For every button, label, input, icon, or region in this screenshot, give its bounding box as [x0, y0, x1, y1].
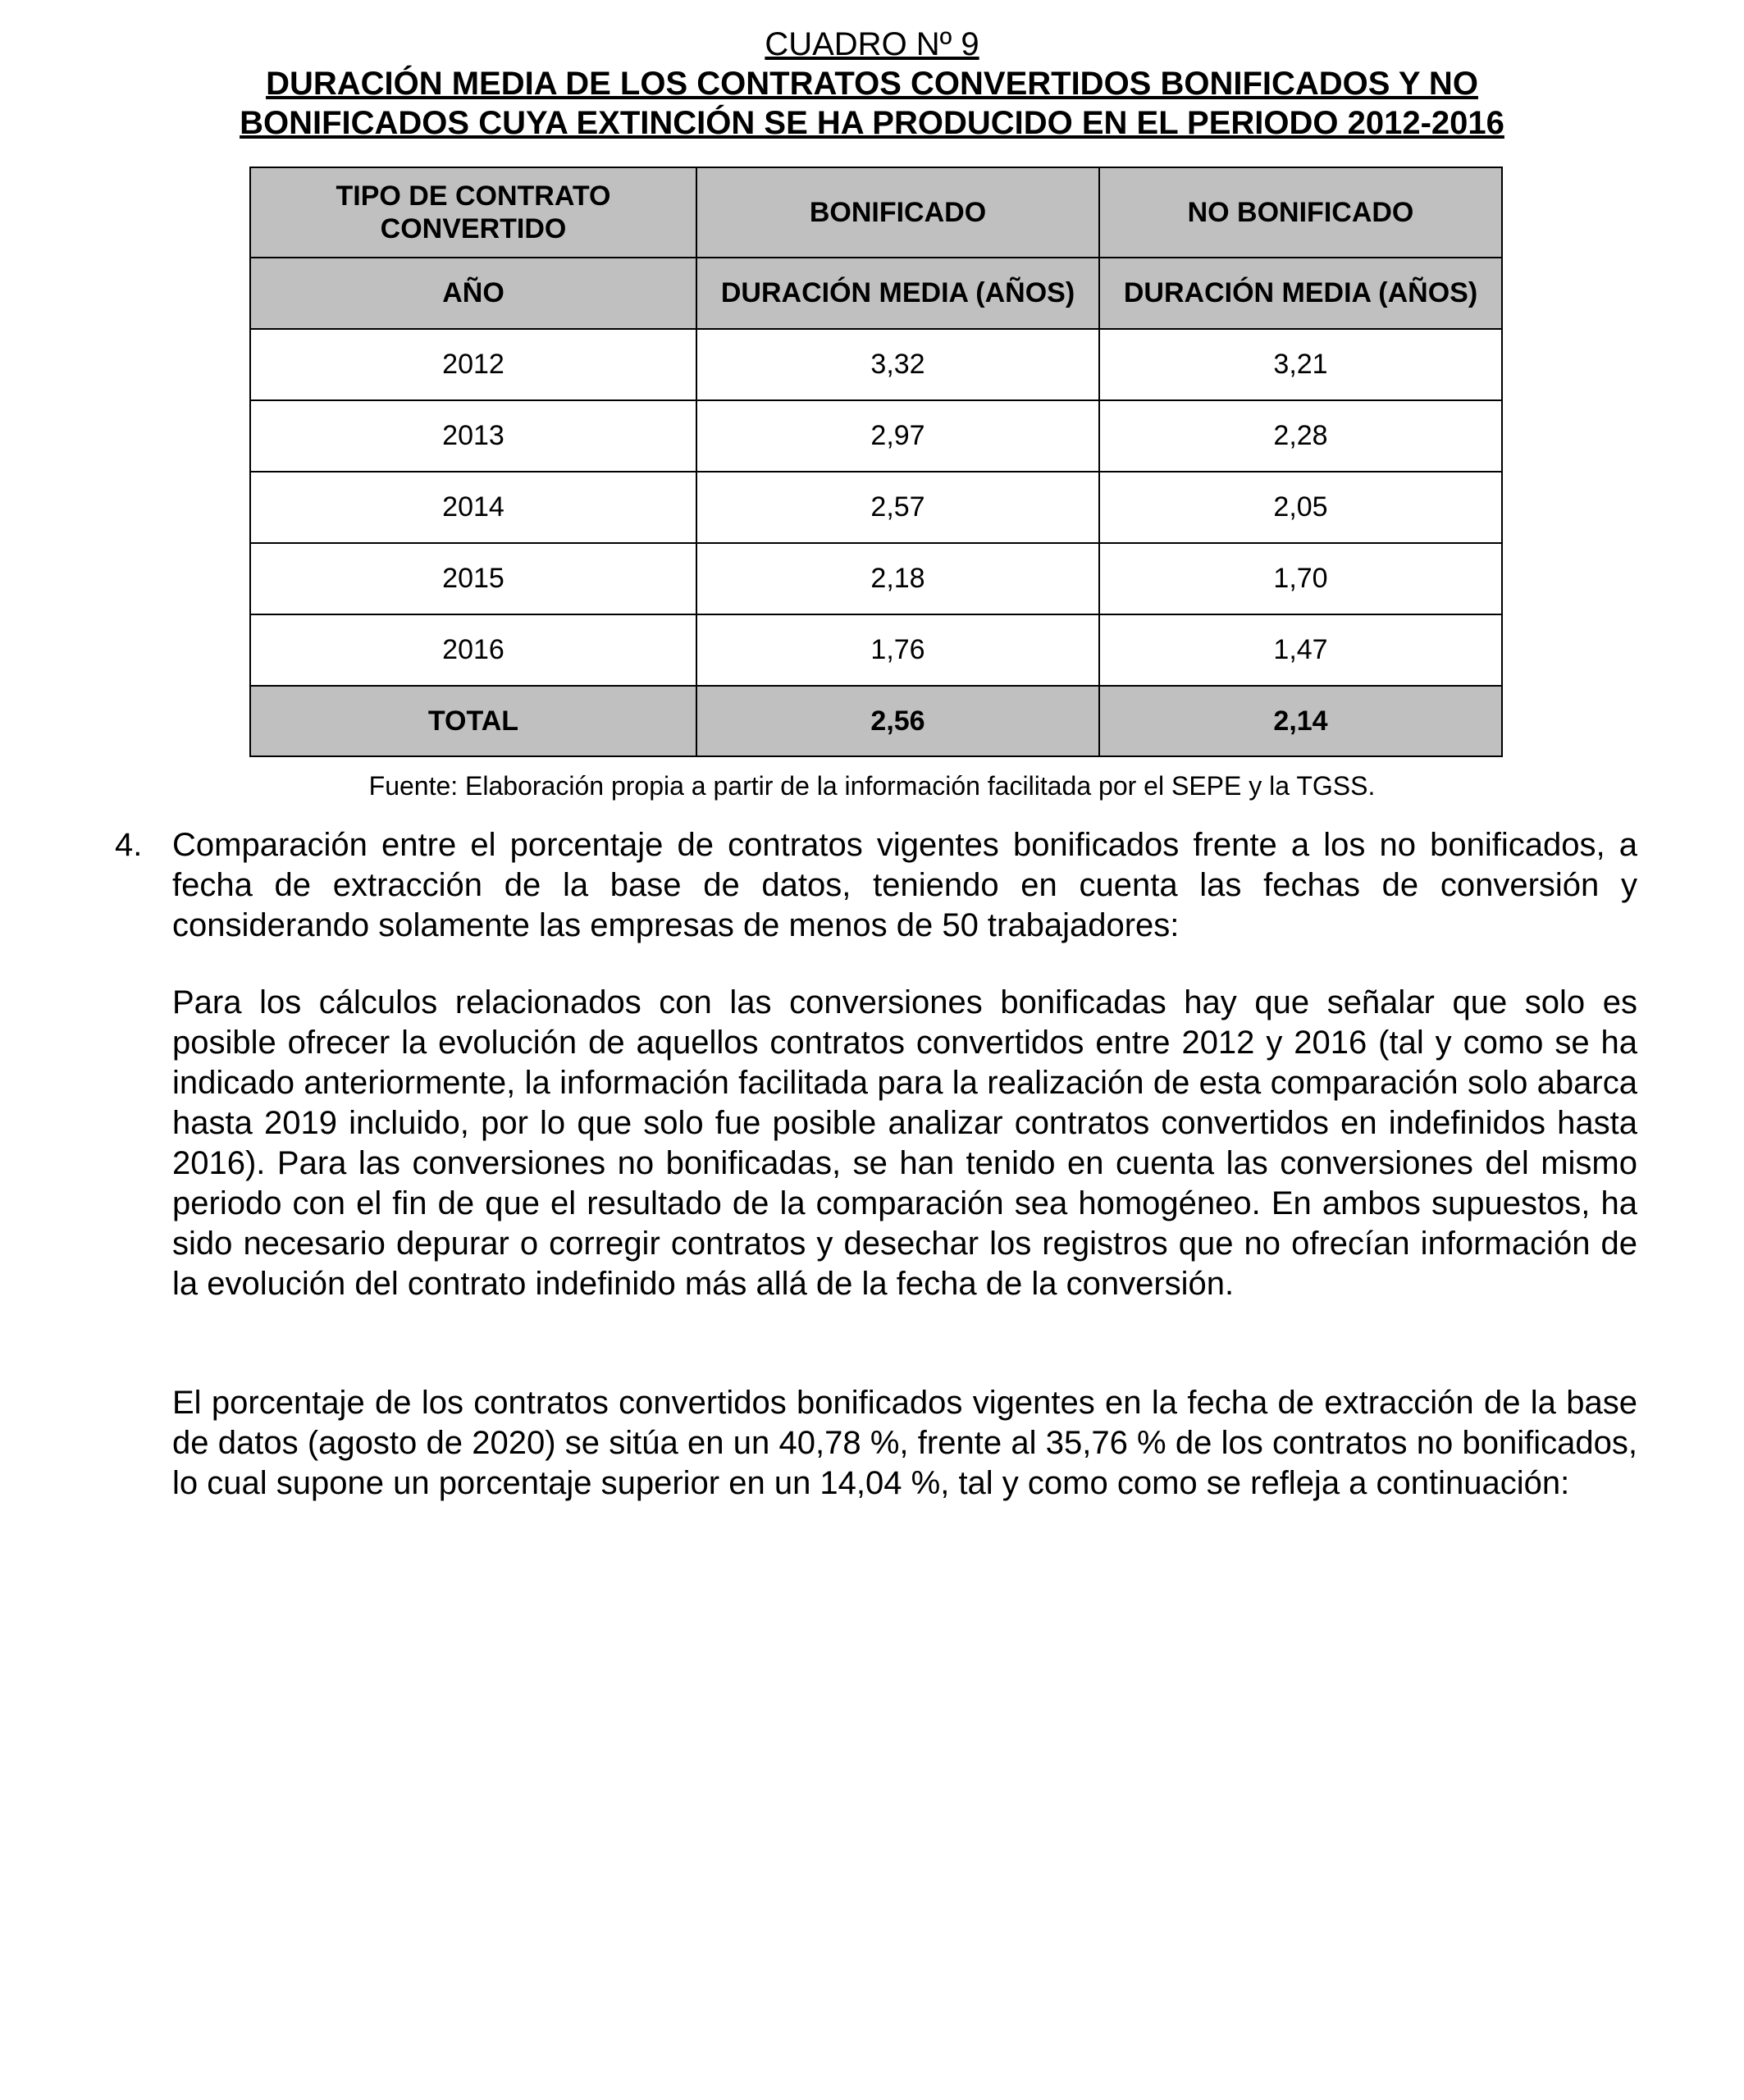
table-source-note: Fuente: Elaboración propia a partir de la información facilitada por el SEPE y la TGSS. [368, 771, 1376, 801]
no-bonificado-cell: 3,21 [1099, 329, 1502, 400]
year-cell: 2016 [250, 614, 696, 686]
table-row [250, 329, 1502, 400]
header-contract-type: TIPO DE CONTRATO CONVERTIDO [250, 167, 696, 258]
body-paragraph: Para los cálculos relacionados con las conversiones bonificadas hay que señalar que solo es posible ofrecer la evolución de aquellos contratos convertidos entre 2012 y 2016 (tal y como se ha indicado anteriormente, la información facilitada para la realización de esta comparación solo abarca hasta 2019 incluido, por lo que solo fue posible analizar contratos convertidos en indefinidos hasta 2016). Para las conversiones no bonificadas, se han tenido en cuenta las conversiones del mismo periodo con el fin de que el resultado de la comparación sea homogéneo. En ambos supuestos, ha sido necesario depurar o corregir contratos y desechar los registros que no ofrecían información de la evolución del contrato indefinido más allá de la fecha de la conversión. [172, 984, 1637, 1302]
table-number: CUADRO Nº 9 [765, 26, 979, 62]
total-label: TOTAL [250, 686, 696, 756]
list-number: 4. [115, 827, 143, 863]
table-row [250, 472, 1502, 543]
table-header-row [250, 167, 1502, 258]
table-total-row [250, 686, 1502, 756]
no-bonificado-cell: 2,28 [1099, 400, 1502, 472]
header-duration-no-bonificado: DURACIÓN MEDIA (AÑOS) [1099, 258, 1502, 329]
no-bonificado-cell: 2,05 [1099, 472, 1502, 543]
table-title-line-1: DURACIÓN MEDIA DE LOS CONTRATOS CONVERTIDOS BONIFICADOS Y NO [266, 66, 1478, 102]
header-year: AÑO [250, 258, 696, 329]
bonificado-cell: 2,97 [696, 400, 1099, 472]
total-no-bonificado: 2,14 [1099, 686, 1502, 756]
table-title-line-2: BONIFICADOS CUYA EXTINCIÓN SE HA PRODUCIDO EN EL PERIODO 2012-2016 [240, 105, 1504, 141]
header-no-bonificado: NO BONIFICADO [1099, 167, 1502, 258]
year-cell: 2013 [250, 400, 696, 472]
header-bonificado: BONIFICADO [696, 167, 1099, 258]
year-cell: 2012 [250, 329, 696, 400]
table-title [0, 25, 1744, 143]
table-row [250, 543, 1502, 614]
no-bonificado-cell: 1,47 [1099, 614, 1502, 686]
total-bonificado: 2,56 [696, 686, 1099, 756]
duration-table [249, 167, 1503, 757]
table-row [250, 400, 1502, 472]
bonificado-cell: 2,57 [696, 472, 1099, 543]
no-bonificado-cell: 1,70 [1099, 543, 1502, 614]
table-row [250, 614, 1502, 686]
year-cell: 2015 [250, 543, 696, 614]
bonificado-cell: 1,76 [696, 614, 1099, 686]
year-cell: 2014 [250, 472, 696, 543]
list-item-text: Comparación entre el porcentaje de contratos vigentes bonificados frente a los no bonificados, a fecha de extracción de la base de datos, teniendo en cuenta las fechas de conversión y considerando solamente las empresas de menos de 50 trabajadores: [172, 827, 1637, 943]
header-duration-bonificado: DURACIÓN MEDIA (AÑOS) [696, 258, 1099, 329]
body-paragraph: El porcentaje de los contratos convertidos bonificados vigentes en la fecha de extracción de la base de datos (agosto de 2020) se sitúa en un 40,78 %, frente al 35,76 % de los contratos no bonificados, lo cual supone un porcentaje superior en un 14,04 %, tal y como como se refleja a continuación: [172, 1385, 1637, 1501]
bonificado-cell: 2,18 [696, 543, 1099, 614]
table-subheader-row [250, 258, 1502, 329]
bonificado-cell: 3,32 [696, 329, 1099, 400]
